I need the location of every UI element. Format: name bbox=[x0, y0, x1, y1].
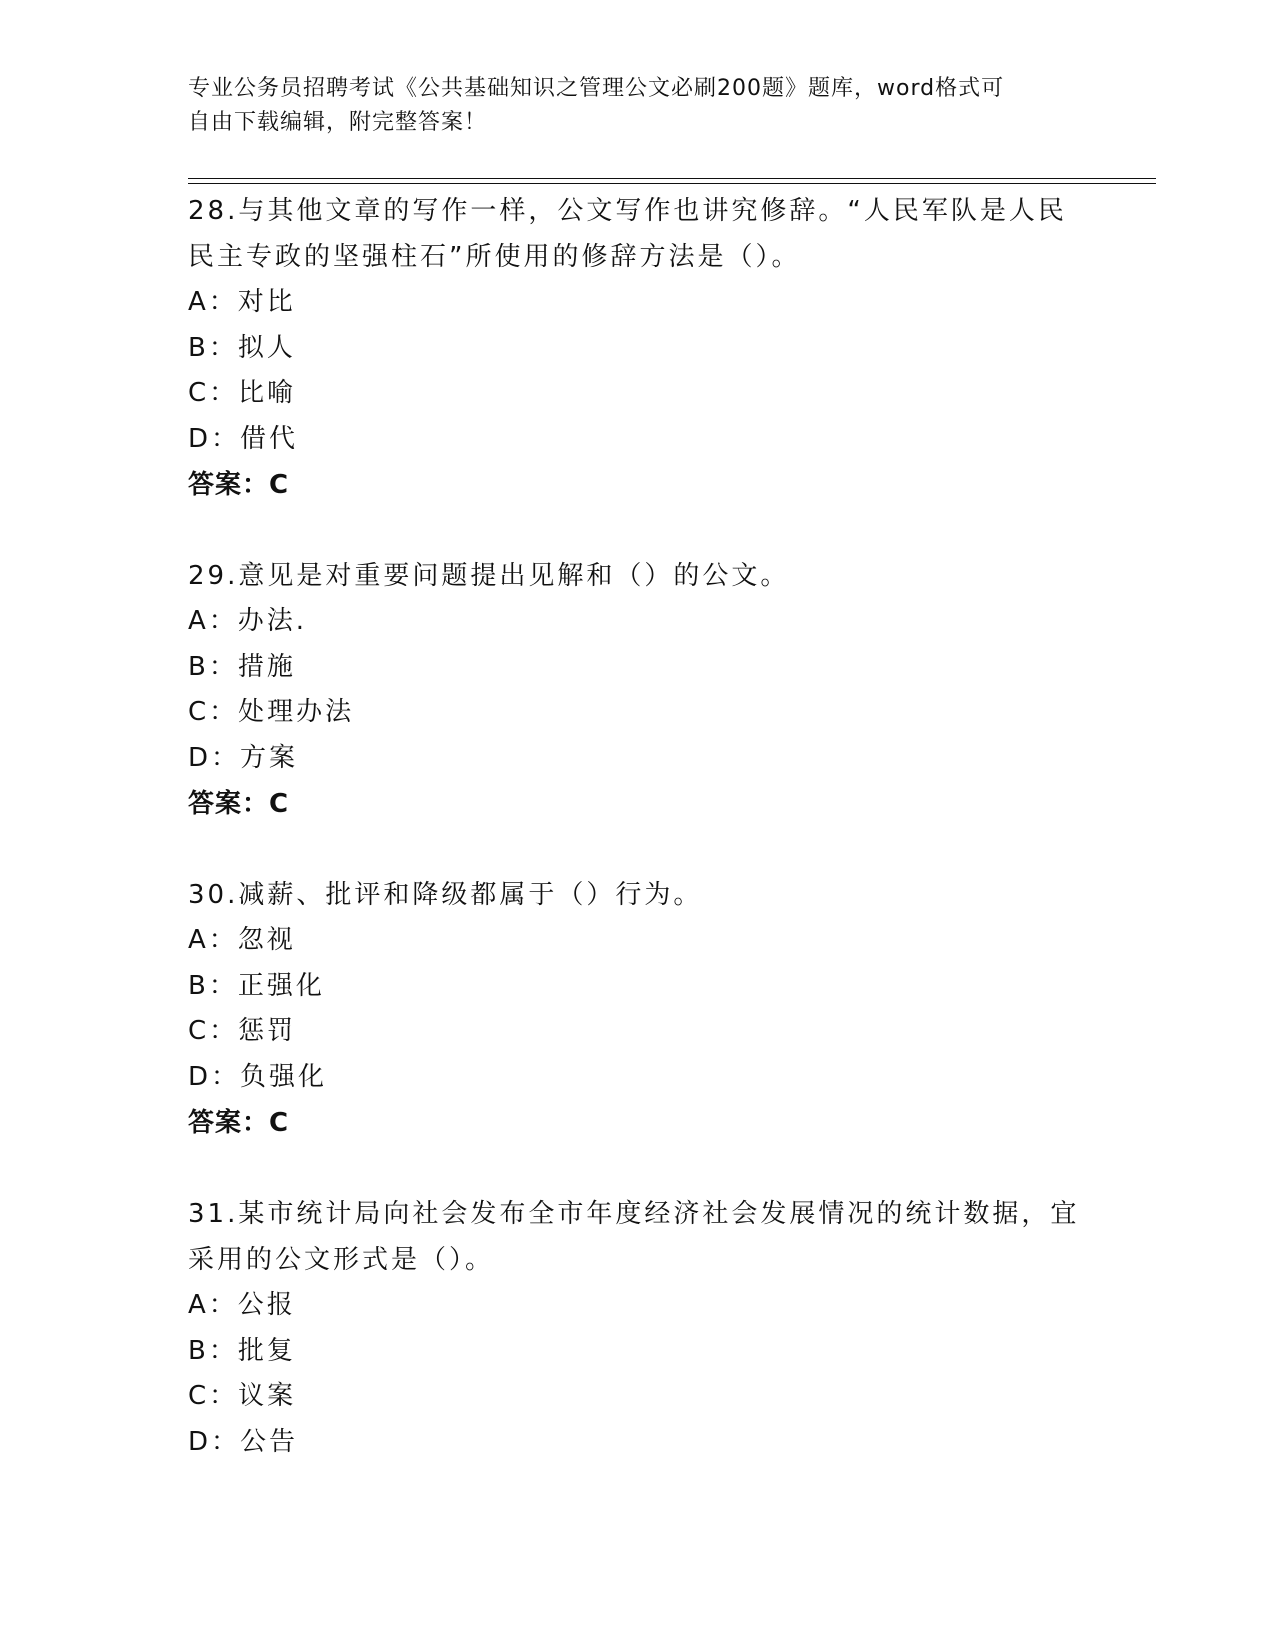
document-header bbox=[188, 72, 1078, 140]
question-text-line: 民主专政的坚强柱石”所使用的修辞方法是（）。 bbox=[188, 242, 801, 272]
question-text-line: 30.减薪、批评和降级都属于（）行为。 bbox=[188, 880, 703, 910]
option-c: C：比喻 bbox=[188, 378, 297, 408]
answer: 答案：C bbox=[188, 1108, 290, 1138]
option-b: B：批复 bbox=[188, 1335, 296, 1366]
option-d: D：负强化 bbox=[188, 1061, 328, 1092]
question-29 bbox=[188, 553, 1088, 827]
question-28 bbox=[188, 188, 1088, 508]
option-a: A：忽视 bbox=[188, 925, 296, 955]
question-text-line: 采用的公文形式是（）。 bbox=[188, 1245, 495, 1275]
option-c: C：议案 bbox=[188, 1381, 297, 1411]
question-text-line: 31.某市统计局向社会发布全市年度经济社会发展情况的统计数据，宜 bbox=[188, 1199, 1080, 1229]
option-a: A：对比 bbox=[188, 287, 296, 317]
question-text-line: 28.与其他文章的写作一样，公文写作也讲究修辞。“人民军队是人民 bbox=[188, 196, 1067, 226]
question-31 bbox=[188, 1191, 1088, 1465]
option-b: B：措施 bbox=[188, 651, 296, 682]
option-b: B：拟人 bbox=[188, 332, 296, 363]
header-divider-bottom bbox=[188, 183, 1156, 184]
header-line-1: 专业公务员招聘考试《公共基础知识之管理公文必刷200题》题库，word格式可 bbox=[188, 76, 1005, 101]
option-d: D：借代 bbox=[188, 423, 299, 454]
option-d: D：公告 bbox=[188, 1426, 299, 1457]
answer: 答案：C bbox=[188, 789, 290, 819]
option-a: A：公报 bbox=[188, 1290, 296, 1320]
header-divider-top bbox=[188, 178, 1156, 179]
option-c: C：处理办法 bbox=[188, 697, 355, 727]
answer: 答案：C bbox=[188, 470, 290, 500]
header-line-2: 自由下载编辑，附完整答案！ bbox=[188, 110, 488, 135]
question-30 bbox=[188, 872, 1088, 1146]
option-d: D：方案 bbox=[188, 742, 299, 773]
option-b: B：正强化 bbox=[188, 970, 325, 1001]
option-c: C：惩罚 bbox=[188, 1016, 297, 1046]
question-text-line: 29.意见是对重要问题提出见解和（）的公文。 bbox=[188, 561, 790, 591]
option-a: A：办法. bbox=[188, 606, 308, 636]
